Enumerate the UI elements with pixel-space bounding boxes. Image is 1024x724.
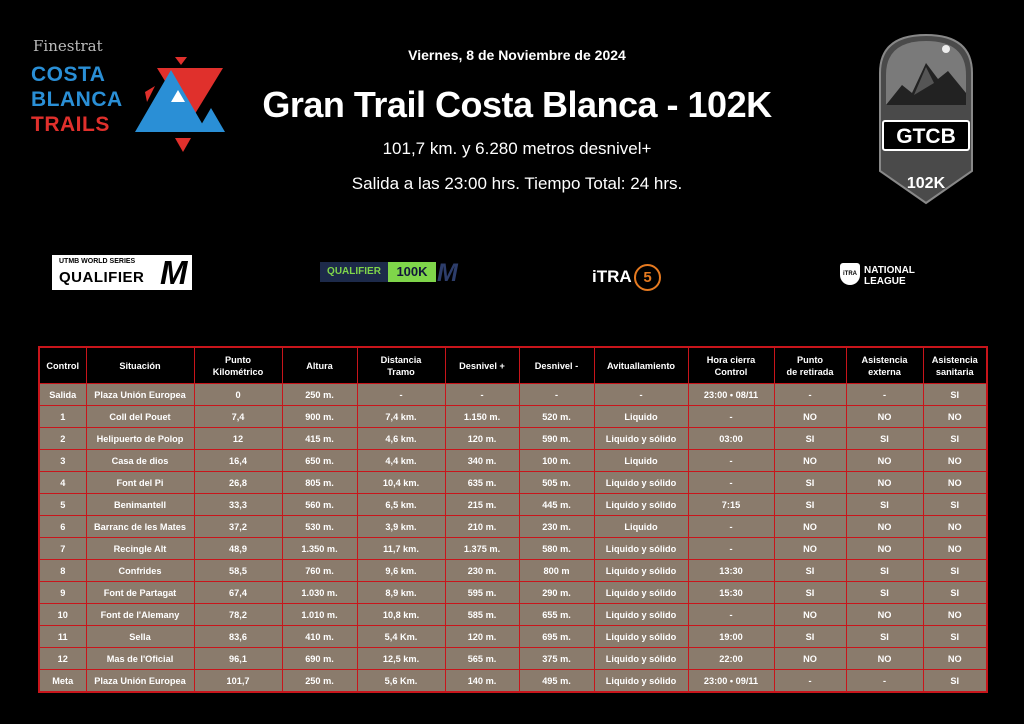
table-cell: SI bbox=[923, 384, 987, 406]
table-cell: 565 m. bbox=[445, 648, 519, 670]
table-cell: 9,6 km. bbox=[357, 560, 445, 582]
table-cell: NO bbox=[846, 516, 923, 538]
utmb-logo-line2: QUALIFIER bbox=[59, 269, 145, 286]
table-cell: 585 m. bbox=[445, 604, 519, 626]
itra-shield-icon: iTRA bbox=[840, 263, 860, 285]
table-cell: 11,7 km. bbox=[357, 538, 445, 560]
table-cell: 210 m. bbox=[445, 516, 519, 538]
table-cell: - bbox=[688, 472, 774, 494]
table-cell: SI bbox=[774, 626, 846, 648]
table-cell: Font de l'Alemany bbox=[86, 604, 194, 626]
table-cell: 10,4 km. bbox=[357, 472, 445, 494]
table-cell: Font de Partagat bbox=[86, 582, 194, 604]
table-cell: Coll del Pouet bbox=[86, 406, 194, 428]
table-cell: SI bbox=[846, 494, 923, 516]
table-cell: Liquido y sólido bbox=[594, 670, 688, 693]
table-cell: 655 m. bbox=[519, 604, 594, 626]
table-cell: 445 m. bbox=[519, 494, 594, 516]
table-cell: 650 m. bbox=[282, 450, 357, 472]
table-cell: 505 m. bbox=[519, 472, 594, 494]
table-cell: Liquido bbox=[594, 450, 688, 472]
table-cell: - bbox=[688, 604, 774, 626]
table-cell: Salida bbox=[39, 384, 86, 406]
table-cell: 6 bbox=[39, 516, 86, 538]
table-cell: 1 bbox=[39, 406, 86, 428]
table-cell: Liquido y sólido bbox=[594, 560, 688, 582]
table-row bbox=[39, 560, 987, 582]
table-body bbox=[39, 384, 987, 693]
itra-5-logo bbox=[590, 262, 670, 294]
race-distance-summary: 101,7 km. y 6.280 metros desnivel+ bbox=[382, 139, 652, 158]
table-cell: Liquido y sólido bbox=[594, 582, 688, 604]
table-cell: NO bbox=[774, 604, 846, 626]
table-cell: 4,6 km. bbox=[357, 428, 445, 450]
table-cell: 22:00 bbox=[688, 648, 774, 670]
table-row bbox=[39, 670, 987, 693]
column-header-text: Tramo bbox=[387, 366, 415, 377]
table-cell: NO bbox=[923, 406, 987, 428]
table-cell: 900 m. bbox=[282, 406, 357, 428]
table-cell: 19:00 bbox=[688, 626, 774, 648]
table-cell: SI bbox=[774, 560, 846, 582]
table-cell: NO bbox=[774, 406, 846, 428]
table-cell: 10,8 km. bbox=[357, 604, 445, 626]
table-cell: 8 bbox=[39, 560, 86, 582]
table-cell: - bbox=[846, 384, 923, 406]
table-row bbox=[39, 450, 987, 472]
table-cell: - bbox=[594, 384, 688, 406]
table-cell: 78,2 bbox=[194, 604, 282, 626]
column-header bbox=[86, 347, 194, 384]
table-cell: Meta bbox=[39, 670, 86, 693]
table-cell: 690 m. bbox=[282, 648, 357, 670]
table-cell: SI bbox=[846, 626, 923, 648]
column-header-text: Desnivel - bbox=[534, 360, 579, 371]
table-cell: SI bbox=[774, 472, 846, 494]
table-cell: NO bbox=[923, 604, 987, 626]
table-cell: Liquido y sólido bbox=[594, 626, 688, 648]
column-header bbox=[519, 347, 594, 384]
column-header-text: externa bbox=[868, 366, 901, 377]
table-cell: SI bbox=[774, 494, 846, 516]
table-cell: - bbox=[519, 384, 594, 406]
table-cell: 101,7 bbox=[194, 670, 282, 693]
table-cell: 10 bbox=[39, 604, 86, 626]
table-cell: SI bbox=[774, 582, 846, 604]
table-cell: 375 m. bbox=[519, 648, 594, 670]
table-cell: 13:30 bbox=[688, 560, 774, 582]
table-cell: 4 bbox=[39, 472, 86, 494]
itra-national-league-logo bbox=[840, 260, 950, 292]
table-cell: Liquido y sólido bbox=[594, 428, 688, 450]
table-cell: Mas de l'Oficial bbox=[86, 648, 194, 670]
table-cell: 415 m. bbox=[282, 428, 357, 450]
q100-logo-part1: QUALIFIER bbox=[320, 262, 388, 282]
table-cell: Confrides bbox=[86, 560, 194, 582]
q100-m-icon: M bbox=[437, 259, 458, 287]
table-row bbox=[39, 428, 987, 450]
table-row bbox=[39, 406, 987, 428]
table-cell: Liquido y sólido bbox=[594, 494, 688, 516]
table-cell: NO bbox=[923, 472, 987, 494]
table-cell: SI bbox=[846, 560, 923, 582]
utmb-qualifier-logo bbox=[52, 255, 192, 290]
column-header bbox=[774, 347, 846, 384]
table-cell: 140 m. bbox=[445, 670, 519, 693]
gtcb-badge-icon bbox=[876, 33, 976, 205]
table-cell: 215 m. bbox=[445, 494, 519, 516]
utmb-logo-line1: UTMB WORLD SERIES bbox=[59, 258, 136, 265]
table-cell: 83,6 bbox=[194, 626, 282, 648]
table-cell: NO bbox=[923, 516, 987, 538]
table-cell: NO bbox=[774, 516, 846, 538]
table-cell: 7,4 bbox=[194, 406, 282, 428]
table-cell: 3,9 km. bbox=[357, 516, 445, 538]
table-cell: Liquido bbox=[594, 406, 688, 428]
race-start-info: Salida a las 23:00 hrs. Tiempo Total: 24 hrs. bbox=[351, 174, 683, 193]
table-cell: 100 m. bbox=[519, 450, 594, 472]
table-row bbox=[39, 582, 987, 604]
table-header-row bbox=[39, 347, 987, 384]
column-header bbox=[594, 347, 688, 384]
column-header-text: Control bbox=[46, 360, 80, 371]
table-cell: 37,2 bbox=[194, 516, 282, 538]
table-cell: SI bbox=[923, 428, 987, 450]
column-header-text: Hora cierra bbox=[706, 354, 756, 365]
table-cell: 12 bbox=[194, 428, 282, 450]
logo-trails-text: TRAILS bbox=[31, 113, 110, 136]
table-cell: 7,4 km. bbox=[357, 406, 445, 428]
table-cell: SI bbox=[923, 582, 987, 604]
column-header-text: Situación bbox=[119, 360, 161, 371]
qualifier-100k-logo bbox=[320, 259, 460, 287]
table-cell: - bbox=[688, 450, 774, 472]
column-header-text: Avituallamiento bbox=[606, 360, 676, 371]
table-cell: 560 m. bbox=[282, 494, 357, 516]
table-cell: 15:30 bbox=[688, 582, 774, 604]
table-cell: SI bbox=[923, 560, 987, 582]
table-cell: - bbox=[357, 384, 445, 406]
table-cell: 340 m. bbox=[445, 450, 519, 472]
national-league-line2: LEAGUE bbox=[864, 276, 906, 287]
table-cell: NO bbox=[774, 450, 846, 472]
table-cell: SI bbox=[923, 670, 987, 693]
table-cell: 5,4 Km. bbox=[357, 626, 445, 648]
table-cell: Liquido y sólido bbox=[594, 604, 688, 626]
table-cell: 580 m. bbox=[519, 538, 594, 560]
column-header bbox=[194, 347, 282, 384]
column-header bbox=[688, 347, 774, 384]
table-cell: Helipuerto de Polop bbox=[86, 428, 194, 450]
table-cell: Liquido y sólido bbox=[594, 538, 688, 560]
table-cell: Font del Pi bbox=[86, 472, 194, 494]
table-cell: 1.030 m. bbox=[282, 582, 357, 604]
table-cell: Plaza Unión Europea bbox=[86, 670, 194, 693]
column-header-text: Kilométrico bbox=[212, 366, 264, 377]
table-cell: NO bbox=[846, 406, 923, 428]
column-header-text: Control bbox=[714, 366, 748, 377]
table-cell: Plaza Unión Europea bbox=[86, 384, 194, 406]
table-cell: 3 bbox=[39, 450, 86, 472]
q100-logo-part2: 100K bbox=[388, 262, 436, 282]
table-cell: Sella bbox=[86, 626, 194, 648]
table-cell: 11 bbox=[39, 626, 86, 648]
itra-text: iTRA bbox=[592, 267, 632, 286]
table-row bbox=[39, 494, 987, 516]
table-cell: 250 m. bbox=[282, 670, 357, 693]
table-cell: 1.350 m. bbox=[282, 538, 357, 560]
table-row bbox=[39, 626, 987, 648]
table-cell: 410 m. bbox=[282, 626, 357, 648]
table-cell: SI bbox=[846, 582, 923, 604]
table-cell: 03:00 bbox=[688, 428, 774, 450]
event-date: Viernes, 8 de Noviembre de 2024 bbox=[408, 47, 626, 63]
table-cell: 23:00 • 08/11 bbox=[688, 384, 774, 406]
badge-distance: 102K bbox=[906, 175, 946, 192]
column-header-text: Distancia bbox=[380, 354, 422, 365]
table-row bbox=[39, 516, 987, 538]
column-header-text: sanitaria bbox=[935, 366, 974, 377]
table-cell: - bbox=[688, 516, 774, 538]
national-league-line1: NATIONAL bbox=[864, 265, 915, 276]
table-cell: 5,6 Km. bbox=[357, 670, 445, 693]
logo-blanca-text: BLANCA bbox=[31, 88, 123, 111]
table-cell: 48,9 bbox=[194, 538, 282, 560]
table-cell: NO bbox=[846, 648, 923, 670]
column-header-text: Desnivel + bbox=[459, 360, 505, 371]
table-cell: NO bbox=[846, 450, 923, 472]
column-header bbox=[846, 347, 923, 384]
table-cell: 6,5 km. bbox=[357, 494, 445, 516]
table-cell: Benimantell bbox=[86, 494, 194, 516]
table-cell: 9 bbox=[39, 582, 86, 604]
table-cell: 230 m. bbox=[519, 516, 594, 538]
column-header-text: Asistencia bbox=[861, 354, 908, 365]
table-cell: 1.010 m. bbox=[282, 604, 357, 626]
table-cell: NO bbox=[923, 450, 987, 472]
table-cell: Liquido y sólido bbox=[594, 472, 688, 494]
table-cell: NO bbox=[923, 648, 987, 670]
table-cell: 5 bbox=[39, 494, 86, 516]
table-cell: NO bbox=[846, 472, 923, 494]
table-row bbox=[39, 648, 987, 670]
table-cell: 120 m. bbox=[445, 428, 519, 450]
table-cell: Casa de dios bbox=[86, 450, 194, 472]
table-cell: Recingle Alt bbox=[86, 538, 194, 560]
table-cell: 520 m. bbox=[519, 406, 594, 428]
table-cell: 12 bbox=[39, 648, 86, 670]
column-header bbox=[923, 347, 987, 384]
table-cell: 590 m. bbox=[519, 428, 594, 450]
table-row bbox=[39, 384, 987, 406]
table-row bbox=[39, 538, 987, 560]
table-cell: - bbox=[688, 538, 774, 560]
table-cell: NO bbox=[774, 538, 846, 560]
table-cell: 1.150 m. bbox=[445, 406, 519, 428]
table-cell: NO bbox=[923, 538, 987, 560]
table-cell: 290 m. bbox=[519, 582, 594, 604]
table-cell: 635 m. bbox=[445, 472, 519, 494]
column-header-text: Punto bbox=[224, 354, 252, 365]
table-cell: 58,5 bbox=[194, 560, 282, 582]
column-header bbox=[39, 347, 86, 384]
table-cell: 1.375 m. bbox=[445, 538, 519, 560]
column-header-text: Asistencia bbox=[931, 354, 978, 365]
table-cell: 23:00 • 09/11 bbox=[688, 670, 774, 693]
table-cell: 7:15 bbox=[688, 494, 774, 516]
column-header bbox=[282, 347, 357, 384]
table-cell: SI bbox=[923, 494, 987, 516]
column-header bbox=[445, 347, 519, 384]
table-cell: 4,4 km. bbox=[357, 450, 445, 472]
column-header bbox=[357, 347, 445, 384]
table-cell: 2 bbox=[39, 428, 86, 450]
utmb-m-icon: M bbox=[160, 254, 188, 291]
table-cell: 760 m. bbox=[282, 560, 357, 582]
column-header-text: Punto bbox=[796, 354, 824, 365]
table-cell: NO bbox=[846, 538, 923, 560]
table-cell: - bbox=[688, 406, 774, 428]
table-cell: Liquido bbox=[594, 516, 688, 538]
table-cell: NO bbox=[774, 648, 846, 670]
table-cell: SI bbox=[774, 428, 846, 450]
table-cell: 695 m. bbox=[519, 626, 594, 648]
logo-costa-text: COSTA bbox=[31, 63, 106, 86]
table-cell: 12,5 km. bbox=[357, 648, 445, 670]
table-cell: 250 m. bbox=[282, 384, 357, 406]
table-cell: 800 m bbox=[519, 560, 594, 582]
table-row bbox=[39, 604, 987, 626]
table-cell: NO bbox=[846, 604, 923, 626]
table-cell: - bbox=[774, 670, 846, 693]
table-cell: 26,8 bbox=[194, 472, 282, 494]
table-cell: 96,1 bbox=[194, 648, 282, 670]
table-cell: 8,9 km. bbox=[357, 582, 445, 604]
table-cell: - bbox=[846, 670, 923, 693]
table-cell: - bbox=[774, 384, 846, 406]
table-cell: 805 m. bbox=[282, 472, 357, 494]
table-cell: 67,4 bbox=[194, 582, 282, 604]
table-cell: Liquido y sólido bbox=[594, 648, 688, 670]
table-cell: - bbox=[445, 384, 519, 406]
table-cell: 7 bbox=[39, 538, 86, 560]
table-cell: 120 m. bbox=[445, 626, 519, 648]
table-cell: Barranc de les Mates bbox=[86, 516, 194, 538]
table-cell: 16,4 bbox=[194, 450, 282, 472]
itra-points: 5 bbox=[634, 264, 661, 291]
table-cell: 230 m. bbox=[445, 560, 519, 582]
table-cell: 33,3 bbox=[194, 494, 282, 516]
page-title: Gran Trail Costa Blanca - 102K bbox=[262, 84, 772, 125]
table-cell: SI bbox=[846, 428, 923, 450]
table-cell: SI bbox=[923, 626, 987, 648]
table-cell: 595 m. bbox=[445, 582, 519, 604]
logo-finestrat-text: Finestrat bbox=[33, 37, 103, 55]
column-header-text: Altura bbox=[306, 360, 333, 371]
column-header-text: de retirada bbox=[786, 366, 834, 377]
table-row bbox=[39, 472, 987, 494]
table-cell: 495 m. bbox=[519, 670, 594, 693]
control-points-table bbox=[38, 346, 988, 693]
table-cell: 0 bbox=[194, 384, 282, 406]
badge-name: GTCB bbox=[896, 125, 956, 148]
table-cell: 530 m. bbox=[282, 516, 357, 538]
